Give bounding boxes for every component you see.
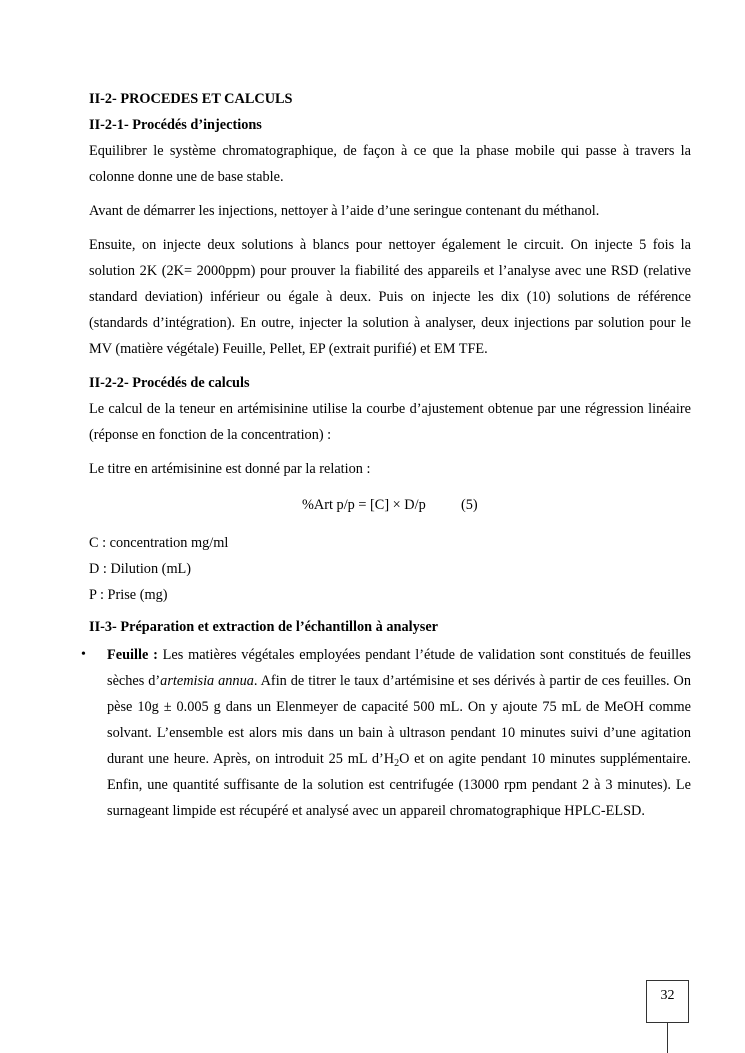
paragraph: Ensuite, on injecte deux solutions à blancs pour nettoyer également le circuit. On injecte 5 fois la solution 2K (2K= 2000ppm) pour prouver la fiabilité des appareils et l’analyse avec une RSD (relative standard deviation) inférieur ou égale à deux. Puis on injecte les dix (10) solutions de référence (standards d’intégration). En outre, injecter la solution à analyser, deux injections par solution pour le MV (matière végétale) Feuille, Pellet, EP (extrait purifié) et EM TFE. (89, 237, 691, 357)
bullet-text: Les matières végétales employées pendant l’étude de validation sont constitués de feuilles sèches d’ (107, 647, 691, 689)
subsection-heading: II-2-2- Procédés de calculs (89, 375, 250, 391)
document-page (81, 86, 692, 824)
variable-definitions (89, 530, 691, 608)
bullet-text: O et on agite pendant 10 minutes supplémentaire. Enfin, une quantité suffisante de la solution est centrifugée (13000 rpm pendant 2 à 3 minutes). Le surnageant limpide est récupéré et analysé avec un appareil chromatographique HPLC-ELSD. (107, 751, 691, 819)
bullet-paragraph (107, 642, 691, 824)
paragraph: Avant de démarrer les injections, nettoyer à l’aide d’une seringue contenant du méthanol. (89, 203, 600, 219)
paragraph: Le calcul de la teneur en artémisinine utilise la courbe d’ajustement obtenue par une régression linéaire (réponse en fonction de la concentration) : (89, 401, 691, 443)
section-heading: II-2- PROCEDES ET CALCULS (89, 91, 293, 107)
section-heading: II-3- Préparation et extraction de l’échantillon à analyser (89, 619, 439, 635)
equation-number: (5) (461, 497, 478, 513)
equation-expression: %Art p/p = [C] × D/p (302, 497, 426, 513)
definition-item: D : Dilution (mL) (89, 561, 192, 577)
subsection-heading: II-2-1- Procédés d’injections (89, 117, 262, 133)
bullet-lead: Feuille : (107, 647, 158, 663)
definition-item: C : concentration mg/ml (89, 535, 229, 551)
equation (89, 492, 691, 518)
bullet-item (81, 642, 692, 824)
bullet-icon: • (81, 647, 86, 662)
paragraph: Le titre en artémisinine est donné par la relation : (89, 461, 371, 477)
paragraph: Equilibrer le système chromatographique, de façon à ce que la phase mobile qui passe à travers la colonne donne une de base stable. (89, 143, 691, 185)
page-number-rule (667, 1023, 668, 1053)
definition-item: P : Prise (mg) (89, 587, 168, 603)
page-number: 32 (646, 980, 689, 1023)
bullet-text: . Afin de titrer le taux d’artémisine et ses dérivés à partir de ces feuilles. On pèse 10g ± 0.005 g dans un Elenmeyer de capacité 500 mL. On y ajoute 75 mL de MeOH comme solvant. L’ensemble est alors mis dans un bain à ultrason pendant 10 minutes suivi d’une agitation durant une heure. Après, on introduit 25 mL d’H (107, 673, 692, 767)
subscript: 2 (394, 758, 400, 769)
species-name: artemisia annua (160, 673, 254, 689)
